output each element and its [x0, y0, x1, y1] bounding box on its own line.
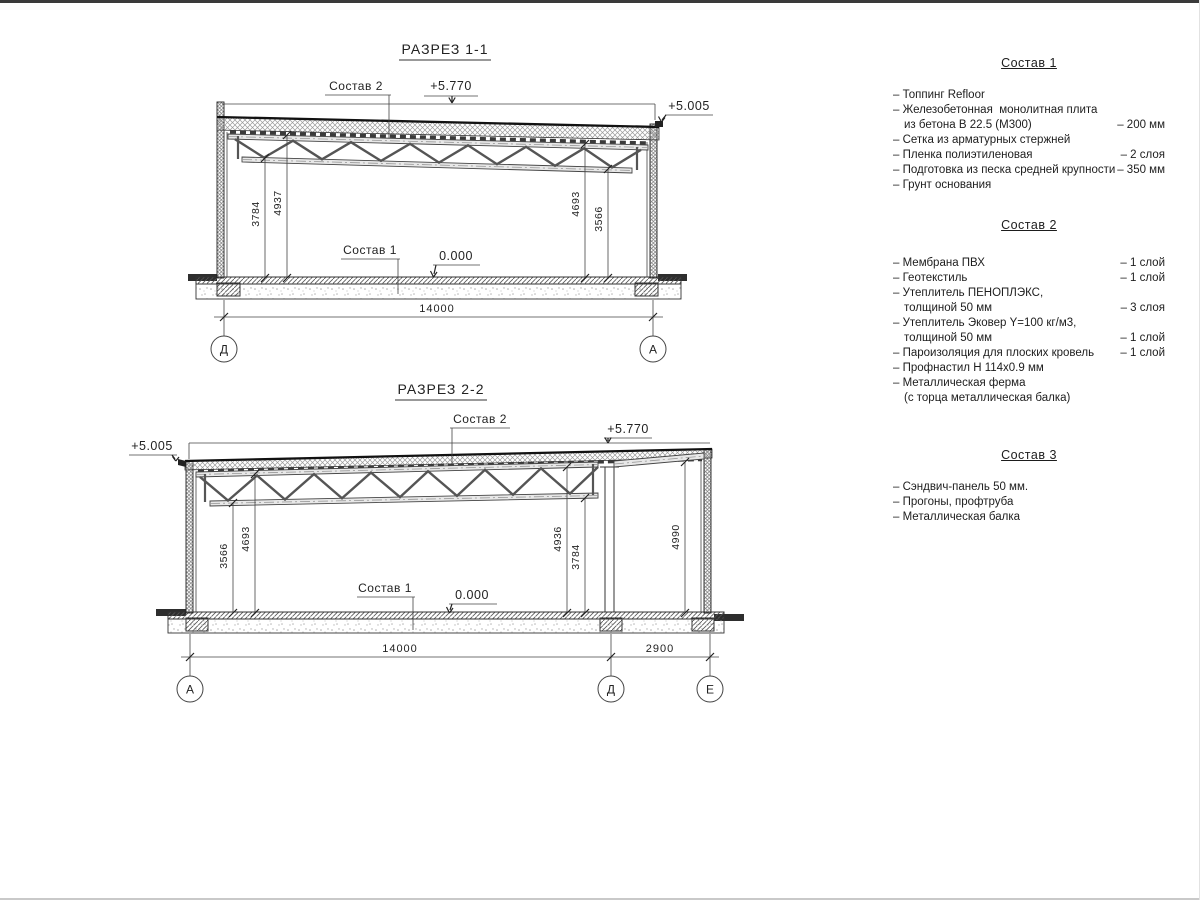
list-item	[893, 346, 1165, 361]
s2-dim-3566: 3566	[218, 543, 230, 569]
s2-span-dimension	[177, 634, 723, 702]
list-item	[893, 361, 1165, 376]
s1-span-text: 14000	[419, 303, 455, 315]
composition-lists	[893, 56, 1165, 525]
s1-floor-concrete	[196, 284, 681, 299]
list-item	[893, 148, 1165, 163]
s1-span-dimension	[211, 300, 666, 362]
s2-roof-end-cap	[178, 459, 186, 467]
composition-3-heading: Состав 3	[1001, 448, 1057, 462]
s2-right-wall	[704, 449, 711, 613]
s2-roof-composition-label: Состав 2	[453, 412, 507, 426]
list-item	[893, 163, 1165, 178]
s2-elevations	[129, 412, 710, 630]
s2-axis-mid-letter: Д	[606, 682, 616, 697]
s1-elevations	[222, 79, 713, 294]
s2-foundation-left	[186, 618, 208, 631]
section-1-1-title: РАЗРЕЗ 1-1	[401, 41, 489, 57]
section-1-1	[188, 41, 713, 362]
composition-2-items	[893, 256, 1165, 406]
s2-floor-topping	[168, 612, 724, 619]
list-item	[893, 133, 1165, 148]
item-text: – Металлическая балка	[893, 511, 1021, 523]
s2-elev-ridge-arrow	[605, 438, 611, 444]
item-text: – Пленка полиэтиленовая	[893, 149, 1033, 161]
item-text: – Подготовка из песка средней крупности	[893, 164, 1116, 176]
item-text: из бетона В 22.5 (М300)	[904, 119, 1032, 131]
s1-floor-composition-label: Состав 1	[343, 243, 397, 257]
s1-floor-slab	[188, 274, 687, 299]
s1-dim-4693: 4693	[570, 191, 582, 217]
list-item	[893, 480, 1165, 495]
s1-elev-eave-text: +5.005	[668, 99, 710, 113]
item-text: (с торца металлическая балка)	[904, 392, 1071, 404]
s1-dim-4937: 4937	[272, 190, 284, 216]
composition-1-items	[893, 88, 1165, 193]
s1-dim-3566: 3566	[593, 206, 605, 232]
list-item	[893, 495, 1165, 510]
list-item	[893, 286, 1165, 301]
list-item	[893, 391, 1165, 406]
s2-dim-4990: 4990	[670, 524, 682, 550]
s2-span2-text: 2900	[645, 643, 675, 655]
item-qty: – 1 слой	[1120, 332, 1165, 344]
s2-foundation-right	[692, 618, 714, 631]
s2-dim-3784: 3784	[570, 544, 582, 570]
item-text: – Геотекстиль	[893, 272, 968, 284]
section-2-2	[129, 381, 744, 702]
list-item	[893, 510, 1165, 525]
item-qty: – 3 слоя	[1120, 302, 1165, 314]
s1-elev-zero-arrow	[431, 265, 438, 277]
s2-elev-zero-text: 0.000	[455, 588, 489, 602]
s2-elev-ridge-text: +5.770	[607, 422, 649, 436]
list-item	[893, 316, 1165, 331]
s1-axis-right-letter: А	[648, 342, 658, 357]
s1-right-wall	[650, 124, 657, 278]
item-text: – Сэндвич-панель 50 мм.	[893, 481, 1029, 493]
s1-foundation-right	[635, 283, 658, 296]
item-text: толщиной 50 мм	[904, 302, 993, 314]
s2-elev-eave-text: +5.005	[131, 439, 173, 453]
s1-elev-ridge-text: +5.770	[430, 79, 472, 93]
s2-elev-eave-arrow	[172, 455, 179, 461]
composition-3-block	[893, 448, 1165, 525]
item-qty: – 1 слой	[1120, 257, 1165, 269]
item-text: – Мембрана ПВХ	[893, 257, 985, 269]
item-text: – Сетка из арматурных стержней	[893, 134, 1071, 146]
composition-1-heading: Состав 1	[1001, 56, 1057, 70]
item-text: – Профнастил Н 114х0.9 мм	[893, 362, 1044, 374]
item-text: – Металлическая ферма	[893, 377, 1026, 389]
list-item	[893, 118, 1165, 133]
item-text: – Прогоны, профтруба	[893, 496, 1014, 508]
s2-span1-text: 14000	[382, 643, 418, 655]
list-item	[893, 178, 1165, 193]
list-item	[893, 271, 1165, 286]
s2-axis-right-letter: Е	[705, 682, 715, 697]
item-qty: – 1 слой	[1120, 272, 1165, 284]
item-text: – Утеплитель ПЕНОПЛЭКС,	[893, 287, 1044, 299]
section-2-2-title: РАЗРЕЗ 2-2	[397, 381, 485, 397]
item-text: – Топпинг Refloor	[893, 89, 985, 101]
list-item	[893, 256, 1165, 271]
list-item	[893, 88, 1165, 103]
s1-elev-zero-text: 0.000	[439, 249, 473, 263]
composition-2-heading: Состав 2	[1001, 218, 1057, 232]
s1-roof-composition-label: Состав 2	[329, 79, 383, 93]
s1-axis-left-letter: Д	[219, 342, 229, 357]
item-qty: – 1 слой	[1120, 347, 1165, 359]
s2-vertical-dimensions	[218, 458, 689, 617]
item-qty: – 2 слоя	[1120, 149, 1165, 161]
s1-elev-ridge-arrow	[449, 96, 455, 103]
s2-left-wall	[186, 461, 193, 613]
item-text: – Грунт основания	[893, 179, 992, 191]
s2-axis-left-letter: А	[185, 682, 195, 697]
item-qty: – 200 мм	[1117, 119, 1165, 131]
s2-dim-4936: 4936	[552, 526, 564, 552]
s1-vertical-dimensions	[250, 131, 612, 282]
list-item	[893, 331, 1165, 346]
composition-2-block	[893, 218, 1165, 406]
composition-3-items	[893, 480, 1165, 525]
s2-foundation-mid	[600, 618, 622, 631]
s1-foundation-left	[217, 283, 240, 296]
s1-dim-3784: 3784	[250, 201, 262, 227]
s2-floor-concrete	[168, 619, 724, 633]
s2-floor-composition-label: Состав 1	[358, 581, 412, 595]
s2-middle-column	[605, 467, 614, 612]
list-item	[893, 103, 1165, 118]
s1-elev-eave-arrow	[659, 115, 667, 122]
s2-dim-4693: 4693	[240, 526, 252, 552]
s1-truss-bottom-chord	[242, 157, 632, 173]
list-item	[893, 376, 1165, 391]
item-text: – Пароизоляция для плоских кровель	[893, 347, 1095, 359]
item-qty: – 350 мм	[1117, 164, 1165, 176]
list-item	[893, 301, 1165, 316]
item-text: толщиной 50 мм	[904, 332, 993, 344]
item-text: – Железобетонная монолитная плита	[893, 104, 1098, 116]
item-text: – Утеплитель Эковер Y=100 кг/м3,	[893, 317, 1077, 329]
composition-1-block	[893, 56, 1165, 193]
